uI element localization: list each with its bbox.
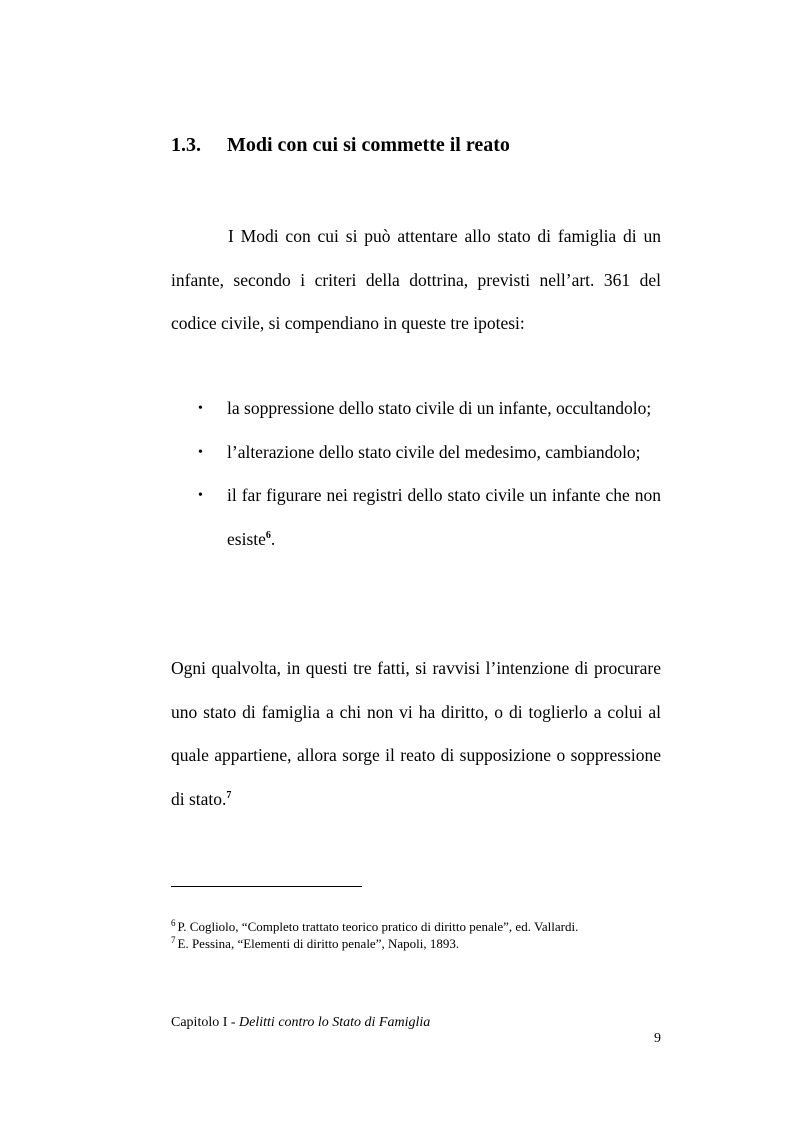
footnote-number: 6: [171, 918, 176, 928]
footnotes: [171, 918, 671, 952]
bullet-icon: •: [198, 444, 203, 460]
footnote: [171, 935, 671, 952]
bullet-icon: •: [198, 401, 203, 416]
footnote-separator: [171, 886, 362, 887]
list-item-text: l’alterazione dello stato civile del medesimo, cambiandolo;: [227, 441, 641, 462]
footer-chapter: [171, 1014, 430, 1032]
list-item: [171, 431, 661, 475]
footnote-ref-7[interactable]: 7: [226, 789, 232, 801]
list-item-text: il far figurare nei registri dello stato civile un infante che non esiste: [227, 485, 661, 549]
footnote-number: 7: [171, 935, 176, 945]
footnote-ref-6[interactable]: 6: [265, 529, 271, 541]
closing-text: Ogni qualvolta, in questi tre fatti, si ravvisi l’intenzione di procurare uno stato di famiglia a chi non vi ha diritto, o di toglierlo a colui al quale appartiene, allora sorge il reato di supposizione o soppressione di stato.: [171, 658, 661, 809]
footnote-text: E. Pessina, “Elementi di diritto penale”, Napoli, 1893.: [177, 936, 460, 951]
footnote-text: P. Cogliolo, “Completo trattato teorico pratico di diritto penale”, ed. Vallardi.: [177, 919, 579, 934]
list-item-suffix: .: [270, 528, 276, 549]
list-item-text: la soppressione dello stato civile di un infante, occultandolo;: [227, 398, 652, 418]
bullet-icon: •: [198, 488, 203, 503]
list-item: [171, 387, 661, 431]
footer-chapter-prefix: Capitolo I -: [171, 1015, 240, 1030]
intro-paragraph: I Modi con cui si può attentare allo stato di famiglia di un infante, secondo i criteri della dottrina, previsti nell’art. 361 del codice civile, si compendiano in queste tre ipotesi:: [171, 226, 661, 333]
page-number: 9: [654, 1031, 661, 1046]
hypotheses-list: [171, 387, 661, 561]
section-number: 1.3.: [171, 134, 201, 156]
footer-chapter-title: Delitti contro lo Stato di Famiglia: [239, 1015, 431, 1030]
section-heading: [171, 131, 510, 159]
list-item: [171, 474, 661, 561]
section-title: Modi con cui si commette il reato: [227, 134, 510, 156]
closing-paragraph: [171, 647, 661, 821]
footnote: [171, 918, 671, 935]
